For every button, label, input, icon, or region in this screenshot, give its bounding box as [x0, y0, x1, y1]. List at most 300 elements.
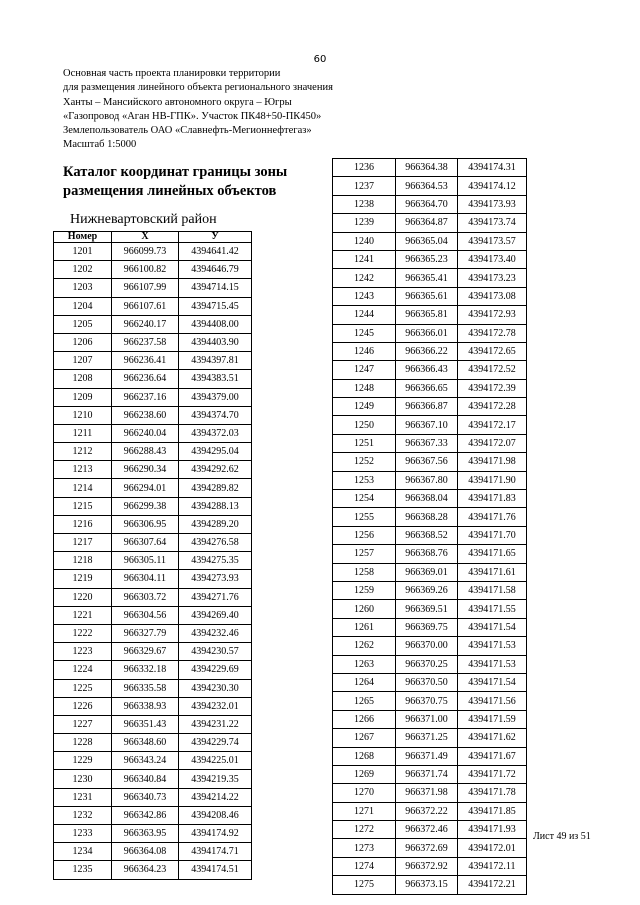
y-coordinate-cell: 4394232.01	[179, 697, 252, 715]
point-number-cell: 1262	[333, 637, 396, 655]
x-coordinate-cell: 966100.82	[112, 261, 179, 279]
x-coordinate-cell: 966338.93	[112, 697, 179, 715]
point-number-cell: 1209	[54, 388, 112, 406]
point-number-cell: 1239	[333, 214, 396, 232]
point-number-cell: 1264	[333, 673, 396, 691]
header-line: Основная часть проекта планировки территории	[63, 68, 281, 79]
point-number-cell: 1203	[54, 279, 112, 297]
header-line: Землепользователь ОАО «Славнефть-Мегионнефтегаз»	[63, 125, 312, 137]
x-coordinate-cell: 966306.95	[112, 515, 179, 533]
table-row	[333, 710, 527, 728]
x-coordinate-cell: 966237.58	[112, 333, 179, 351]
y-coordinate-cell: 4394171.90	[458, 471, 527, 489]
x-coordinate-cell: 966365.41	[396, 269, 458, 287]
x-coordinate-cell: 966370.50	[396, 673, 458, 691]
point-number-cell: 1260	[333, 600, 396, 618]
point-number-cell: 1267	[333, 729, 396, 747]
y-coordinate-cell: 4394171.54	[458, 673, 527, 691]
table-row	[54, 333, 252, 351]
y-coordinate-cell: 4394229.74	[179, 734, 252, 752]
x-coordinate-cell: 966348.60	[112, 734, 179, 752]
x-coordinate-cell: 966367.10	[396, 416, 458, 434]
y-coordinate-cell: 4394232.46	[179, 624, 252, 642]
page-number: 60	[313, 54, 327, 65]
table-row	[54, 770, 252, 788]
table-row	[333, 600, 527, 618]
y-coordinate-cell: 4394171.59	[458, 710, 527, 728]
header-line: Ханты – Мансийского автономного округа – Югры	[63, 96, 292, 108]
x-coordinate-cell: 966368.28	[396, 508, 458, 526]
point-number-cell: 1218	[54, 552, 112, 570]
y-coordinate-cell: 4394714.15	[179, 279, 252, 297]
table-row	[54, 297, 252, 315]
y-coordinate-cell: 4394173.57	[458, 232, 527, 250]
point-number-cell: 1244	[333, 306, 396, 324]
x-coordinate-cell: 966332.18	[112, 661, 179, 679]
y-coordinate-cell: 4394276.58	[179, 534, 252, 552]
point-number-cell: 1225	[54, 679, 112, 697]
table-row	[333, 673, 527, 691]
point-number-cell: 1243	[333, 287, 396, 305]
y-coordinate-cell: 4394172.78	[458, 324, 527, 342]
y-coordinate-cell: 4394171.55	[458, 600, 527, 618]
x-coordinate-cell: 966372.92	[396, 857, 458, 875]
y-coordinate-cell: 4394172.39	[458, 379, 527, 397]
x-coordinate-cell: 966371.25	[396, 729, 458, 747]
x-coordinate-cell: 966304.11	[112, 570, 179, 588]
table-row	[333, 692, 527, 710]
table-row	[333, 821, 527, 839]
x-coordinate-cell: 966369.26	[396, 581, 458, 599]
y-coordinate-cell: 4394403.90	[179, 333, 252, 351]
point-number-cell: 1206	[54, 333, 112, 351]
y-coordinate-cell: 4394269.40	[179, 606, 252, 624]
x-coordinate-cell: 966365.61	[396, 287, 458, 305]
table-row	[333, 250, 527, 268]
y-coordinate-cell: 4394172.01	[458, 839, 527, 857]
x-coordinate-cell: 966368.76	[396, 545, 458, 563]
x-coordinate-cell: 966369.51	[396, 600, 458, 618]
table-row	[54, 443, 252, 461]
table-row	[54, 788, 252, 806]
y-coordinate-cell: 4394641.42	[179, 243, 252, 261]
table-row	[54, 679, 252, 697]
x-coordinate-cell: 966369.01	[396, 563, 458, 581]
y-coordinate-cell: 4394171.76	[458, 508, 527, 526]
point-number-cell: 1201	[54, 243, 112, 261]
point-number-cell: 1224	[54, 661, 112, 679]
point-number-cell: 1219	[54, 570, 112, 588]
point-number-cell: 1231	[54, 788, 112, 806]
x-coordinate-cell: 966371.49	[396, 747, 458, 765]
point-number-cell: 1249	[333, 398, 396, 416]
y-coordinate-cell: 4394292.62	[179, 461, 252, 479]
point-number-cell: 1263	[333, 655, 396, 673]
table-row	[333, 839, 527, 857]
point-number-cell: 1265	[333, 692, 396, 710]
x-coordinate-cell: 966369.75	[396, 618, 458, 636]
point-number-cell: 1230	[54, 770, 112, 788]
y-coordinate-cell: 4394171.62	[458, 729, 527, 747]
y-coordinate-cell: 4394171.70	[458, 526, 527, 544]
table-row	[54, 461, 252, 479]
y-coordinate-cell: 4394171.78	[458, 784, 527, 802]
y-coordinate-cell: 4394173.40	[458, 250, 527, 268]
y-coordinate-cell: 4394174.12	[458, 177, 527, 195]
point-number-cell: 1271	[333, 802, 396, 820]
x-coordinate-cell: 966305.11	[112, 552, 179, 570]
point-number-cell: 1229	[54, 752, 112, 770]
y-coordinate-cell: 4394172.52	[458, 361, 527, 379]
point-number-cell: 1268	[333, 747, 396, 765]
catalog-title	[63, 163, 333, 201]
y-coordinate-cell: 4394273.93	[179, 570, 252, 588]
table-row	[333, 637, 527, 655]
point-number-cell: 1237	[333, 177, 396, 195]
point-number-cell: 1250	[333, 416, 396, 434]
y-coordinate-cell: 4394374.70	[179, 406, 252, 424]
x-coordinate-cell: 966365.04	[396, 232, 458, 250]
table-row	[333, 195, 527, 213]
point-number-cell: 1232	[54, 806, 112, 824]
table-row	[333, 324, 527, 342]
point-number-cell: 1222	[54, 624, 112, 642]
y-coordinate-cell: 4394174.31	[458, 159, 527, 177]
point-number-cell: 1242	[333, 269, 396, 287]
point-number-cell: 1270	[333, 784, 396, 802]
table-row	[333, 471, 527, 489]
table-row	[333, 269, 527, 287]
x-coordinate-cell: 966240.04	[112, 424, 179, 442]
table-row	[333, 526, 527, 544]
x-coordinate-cell: 966363.95	[112, 825, 179, 843]
x-coordinate-cell: 966364.87	[396, 214, 458, 232]
table-row	[333, 287, 527, 305]
table-row	[333, 765, 527, 783]
x-coordinate-cell: 966368.04	[396, 490, 458, 508]
x-coordinate-cell: 966365.23	[396, 250, 458, 268]
y-coordinate-cell: 4394289.20	[179, 515, 252, 533]
table-row	[54, 243, 252, 261]
x-coordinate-cell: 966367.80	[396, 471, 458, 489]
table-row	[333, 434, 527, 452]
x-coordinate-cell: 966364.70	[396, 195, 458, 213]
table-row	[333, 581, 527, 599]
y-coordinate-cell: 4394646.79	[179, 261, 252, 279]
y-coordinate-cell: 4394173.08	[458, 287, 527, 305]
x-coordinate-cell: 966307.64	[112, 534, 179, 552]
x-coordinate-cell: 966371.00	[396, 710, 458, 728]
table-row	[333, 563, 527, 581]
table-row	[333, 453, 527, 471]
y-coordinate-cell: 4394171.85	[458, 802, 527, 820]
point-number-cell: 1273	[333, 839, 396, 857]
x-coordinate-cell: 966340.73	[112, 788, 179, 806]
y-coordinate-cell: 4394275.35	[179, 552, 252, 570]
x-coordinate-cell: 966367.33	[396, 434, 458, 452]
table-row	[333, 306, 527, 324]
sheet-counter: Лист 49 из 51	[533, 831, 591, 842]
x-coordinate-cell: 966236.41	[112, 352, 179, 370]
x-coordinate-cell: 966107.99	[112, 279, 179, 297]
point-number-cell: 1266	[333, 710, 396, 728]
x-coordinate-cell: 966240.17	[112, 315, 179, 333]
table-row	[333, 802, 527, 820]
table-row	[54, 734, 252, 752]
y-coordinate-cell: 4394383.51	[179, 370, 252, 388]
y-coordinate-cell: 4394715.45	[179, 297, 252, 315]
table-row	[54, 697, 252, 715]
table-row	[333, 784, 527, 802]
y-coordinate-cell: 4394372.03	[179, 424, 252, 442]
x-coordinate-cell: 966364.23	[112, 861, 179, 879]
table-row	[54, 388, 252, 406]
x-coordinate-cell: 966340.84	[112, 770, 179, 788]
header-line: «Газопровод «Аган НВ-ГПК». Участок ПК48+50-ПК450»	[63, 110, 322, 122]
table-row	[54, 624, 252, 642]
coordinates-table-left	[53, 231, 252, 880]
table-row	[333, 747, 527, 765]
x-coordinate-cell: 966370.75	[396, 692, 458, 710]
table-row	[333, 361, 527, 379]
x-coordinate-cell: 966294.01	[112, 479, 179, 497]
point-number-cell: 1269	[333, 765, 396, 783]
point-number-cell: 1248	[333, 379, 396, 397]
x-coordinate-cell: 966365.81	[396, 306, 458, 324]
point-number-cell: 1220	[54, 588, 112, 606]
point-number-cell: 1240	[333, 232, 396, 250]
point-number-cell: 1257	[333, 545, 396, 563]
y-coordinate-cell: 4394171.67	[458, 747, 527, 765]
x-coordinate-cell: 966366.87	[396, 398, 458, 416]
y-coordinate-cell: 4394173.74	[458, 214, 527, 232]
y-coordinate-cell: 4394171.83	[458, 490, 527, 508]
x-coordinate-cell: 966304.56	[112, 606, 179, 624]
table-row	[54, 352, 252, 370]
point-number-cell: 1261	[333, 618, 396, 636]
x-coordinate-cell: 966236.64	[112, 370, 179, 388]
point-number-cell: 1213	[54, 461, 112, 479]
point-number-cell: 1221	[54, 606, 112, 624]
point-number-cell: 1236	[333, 159, 396, 177]
y-coordinate-cell: 4394295.04	[179, 443, 252, 461]
table-row	[333, 508, 527, 526]
y-coordinate-cell: 4394231.22	[179, 715, 252, 733]
y-coordinate-cell: 4394289.82	[179, 479, 252, 497]
x-coordinate-cell: 966366.22	[396, 342, 458, 360]
table-row	[54, 661, 252, 679]
point-number-cell: 1252	[333, 453, 396, 471]
x-coordinate-cell: 966343.24	[112, 752, 179, 770]
y-coordinate-cell: 4394171.56	[458, 692, 527, 710]
y-coordinate-cell: 4394171.53	[458, 655, 527, 673]
x-coordinate-cell: 966237.16	[112, 388, 179, 406]
x-coordinate-cell: 966373.15	[396, 876, 458, 894]
table-row	[54, 825, 252, 843]
table-row	[54, 261, 252, 279]
y-coordinate-cell: 4394171.65	[458, 545, 527, 563]
table-row	[333, 618, 527, 636]
y-coordinate-cell: 4394171.72	[458, 765, 527, 783]
x-coordinate-cell: 966329.67	[112, 643, 179, 661]
table-row	[54, 843, 252, 861]
y-coordinate-cell: 4394225.01	[179, 752, 252, 770]
table-row	[333, 177, 527, 195]
x-coordinate-cell: 966370.00	[396, 637, 458, 655]
table-row	[333, 857, 527, 875]
y-coordinate-cell: 4394171.58	[458, 581, 527, 599]
point-number-cell: 1275	[333, 876, 396, 894]
x-coordinate-cell: 966303.72	[112, 588, 179, 606]
y-coordinate-cell: 4394171.54	[458, 618, 527, 636]
x-coordinate-cell: 966364.53	[396, 177, 458, 195]
point-number-cell: 1204	[54, 297, 112, 315]
point-number-cell: 1207	[54, 352, 112, 370]
x-coordinate-cell: 966238.60	[112, 406, 179, 424]
point-number-cell: 1227	[54, 715, 112, 733]
x-coordinate-cell: 966367.56	[396, 453, 458, 471]
y-coordinate-cell: 4394230.30	[179, 679, 252, 697]
table-row	[54, 479, 252, 497]
point-number-cell: 1208	[54, 370, 112, 388]
column-header-x: X	[112, 232, 179, 243]
y-coordinate-cell: 4394379.00	[179, 388, 252, 406]
y-coordinate-cell: 4394229.69	[179, 661, 252, 679]
point-number-cell: 1253	[333, 471, 396, 489]
y-coordinate-cell: 4394172.17	[458, 416, 527, 434]
table-row	[333, 214, 527, 232]
point-number-cell: 1228	[54, 734, 112, 752]
table-row	[333, 655, 527, 673]
table-row	[54, 370, 252, 388]
point-number-cell: 1223	[54, 643, 112, 661]
point-number-cell: 1205	[54, 315, 112, 333]
x-coordinate-cell: 966372.46	[396, 821, 458, 839]
point-number-cell: 1214	[54, 479, 112, 497]
table-row	[54, 552, 252, 570]
point-number-cell: 1210	[54, 406, 112, 424]
point-number-cell: 1234	[54, 843, 112, 861]
y-coordinate-cell: 4394397.81	[179, 352, 252, 370]
y-coordinate-cell: 4394214.22	[179, 788, 252, 806]
y-coordinate-cell: 4394219.35	[179, 770, 252, 788]
point-number-cell: 1259	[333, 581, 396, 599]
y-coordinate-cell: 4394172.11	[458, 857, 527, 875]
table-header-row	[54, 232, 252, 243]
table-row	[54, 643, 252, 661]
catalog-title-line: Каталог координат границы зоны	[63, 164, 288, 180]
table-row	[333, 342, 527, 360]
column-header-number: Номер	[54, 232, 112, 243]
table-row	[333, 379, 527, 397]
table-row	[54, 315, 252, 333]
x-coordinate-cell: 966327.79	[112, 624, 179, 642]
point-number-cell: 1246	[333, 342, 396, 360]
point-number-cell: 1254	[333, 490, 396, 508]
point-number-cell: 1251	[333, 434, 396, 452]
x-coordinate-cell: 966099.73	[112, 243, 179, 261]
y-coordinate-cell: 4394174.92	[179, 825, 252, 843]
table-row	[54, 406, 252, 424]
point-number-cell: 1272	[333, 821, 396, 839]
point-number-cell: 1235	[54, 861, 112, 879]
table-row	[333, 545, 527, 563]
table-row	[54, 424, 252, 442]
x-coordinate-cell: 966288.43	[112, 443, 179, 461]
y-coordinate-cell: 4394171.98	[458, 453, 527, 471]
point-number-cell: 1274	[333, 857, 396, 875]
table-row	[333, 876, 527, 894]
table-row	[54, 861, 252, 879]
point-number-cell: 1247	[333, 361, 396, 379]
table-row	[54, 497, 252, 515]
y-coordinate-cell: 4394174.71	[179, 843, 252, 861]
x-coordinate-cell: 966107.61	[112, 297, 179, 315]
y-coordinate-cell: 4394173.93	[458, 195, 527, 213]
y-coordinate-cell: 4394173.23	[458, 269, 527, 287]
y-coordinate-cell: 4394171.61	[458, 563, 527, 581]
point-number-cell: 1258	[333, 563, 396, 581]
y-coordinate-cell: 4394172.28	[458, 398, 527, 416]
x-coordinate-cell: 966351.43	[112, 715, 179, 733]
point-number-cell: 1217	[54, 534, 112, 552]
table-row	[54, 752, 252, 770]
table-row	[54, 806, 252, 824]
y-coordinate-cell: 4394172.65	[458, 342, 527, 360]
y-coordinate-cell: 4394230.57	[179, 643, 252, 661]
table-row	[54, 715, 252, 733]
table-row	[54, 588, 252, 606]
coordinates-table-right	[332, 158, 527, 895]
x-coordinate-cell: 966371.74	[396, 765, 458, 783]
y-coordinate-cell: 4394208.46	[179, 806, 252, 824]
y-coordinate-cell: 4394408.00	[179, 315, 252, 333]
header-line: Масштаб 1:5000	[63, 139, 137, 151]
x-coordinate-cell: 966299.38	[112, 497, 179, 515]
x-coordinate-cell: 966368.52	[396, 526, 458, 544]
x-coordinate-cell: 966364.08	[112, 843, 179, 861]
table-row	[333, 232, 527, 250]
point-number-cell: 1211	[54, 424, 112, 442]
district-label: Нижневартовский район	[70, 212, 217, 227]
y-coordinate-cell: 4394171.93	[458, 821, 527, 839]
x-coordinate-cell: 966371.98	[396, 784, 458, 802]
table-row	[54, 570, 252, 588]
y-coordinate-cell: 4394271.76	[179, 588, 252, 606]
x-coordinate-cell: 966366.43	[396, 361, 458, 379]
catalog-title-line: размещения линейных объектов	[63, 183, 277, 199]
y-coordinate-cell: 4394172.93	[458, 306, 527, 324]
x-coordinate-cell: 966366.01	[396, 324, 458, 342]
x-coordinate-cell: 966372.22	[396, 802, 458, 820]
point-number-cell: 1233	[54, 825, 112, 843]
x-coordinate-cell: 966290.34	[112, 461, 179, 479]
x-coordinate-cell: 966335.58	[112, 679, 179, 697]
table-row	[54, 515, 252, 533]
point-number-cell: 1215	[54, 497, 112, 515]
table-row	[333, 416, 527, 434]
table-row	[54, 606, 252, 624]
point-number-cell: 1202	[54, 261, 112, 279]
table-row	[54, 534, 252, 552]
table-row	[333, 398, 527, 416]
header-line: для размещения линейного объекта регионального значения	[63, 82, 333, 94]
y-coordinate-cell: 4394174.51	[179, 861, 252, 879]
point-number-cell: 1256	[333, 526, 396, 544]
y-coordinate-cell: 4394172.21	[458, 876, 527, 894]
point-number-cell: 1238	[333, 195, 396, 213]
point-number-cell: 1216	[54, 515, 112, 533]
